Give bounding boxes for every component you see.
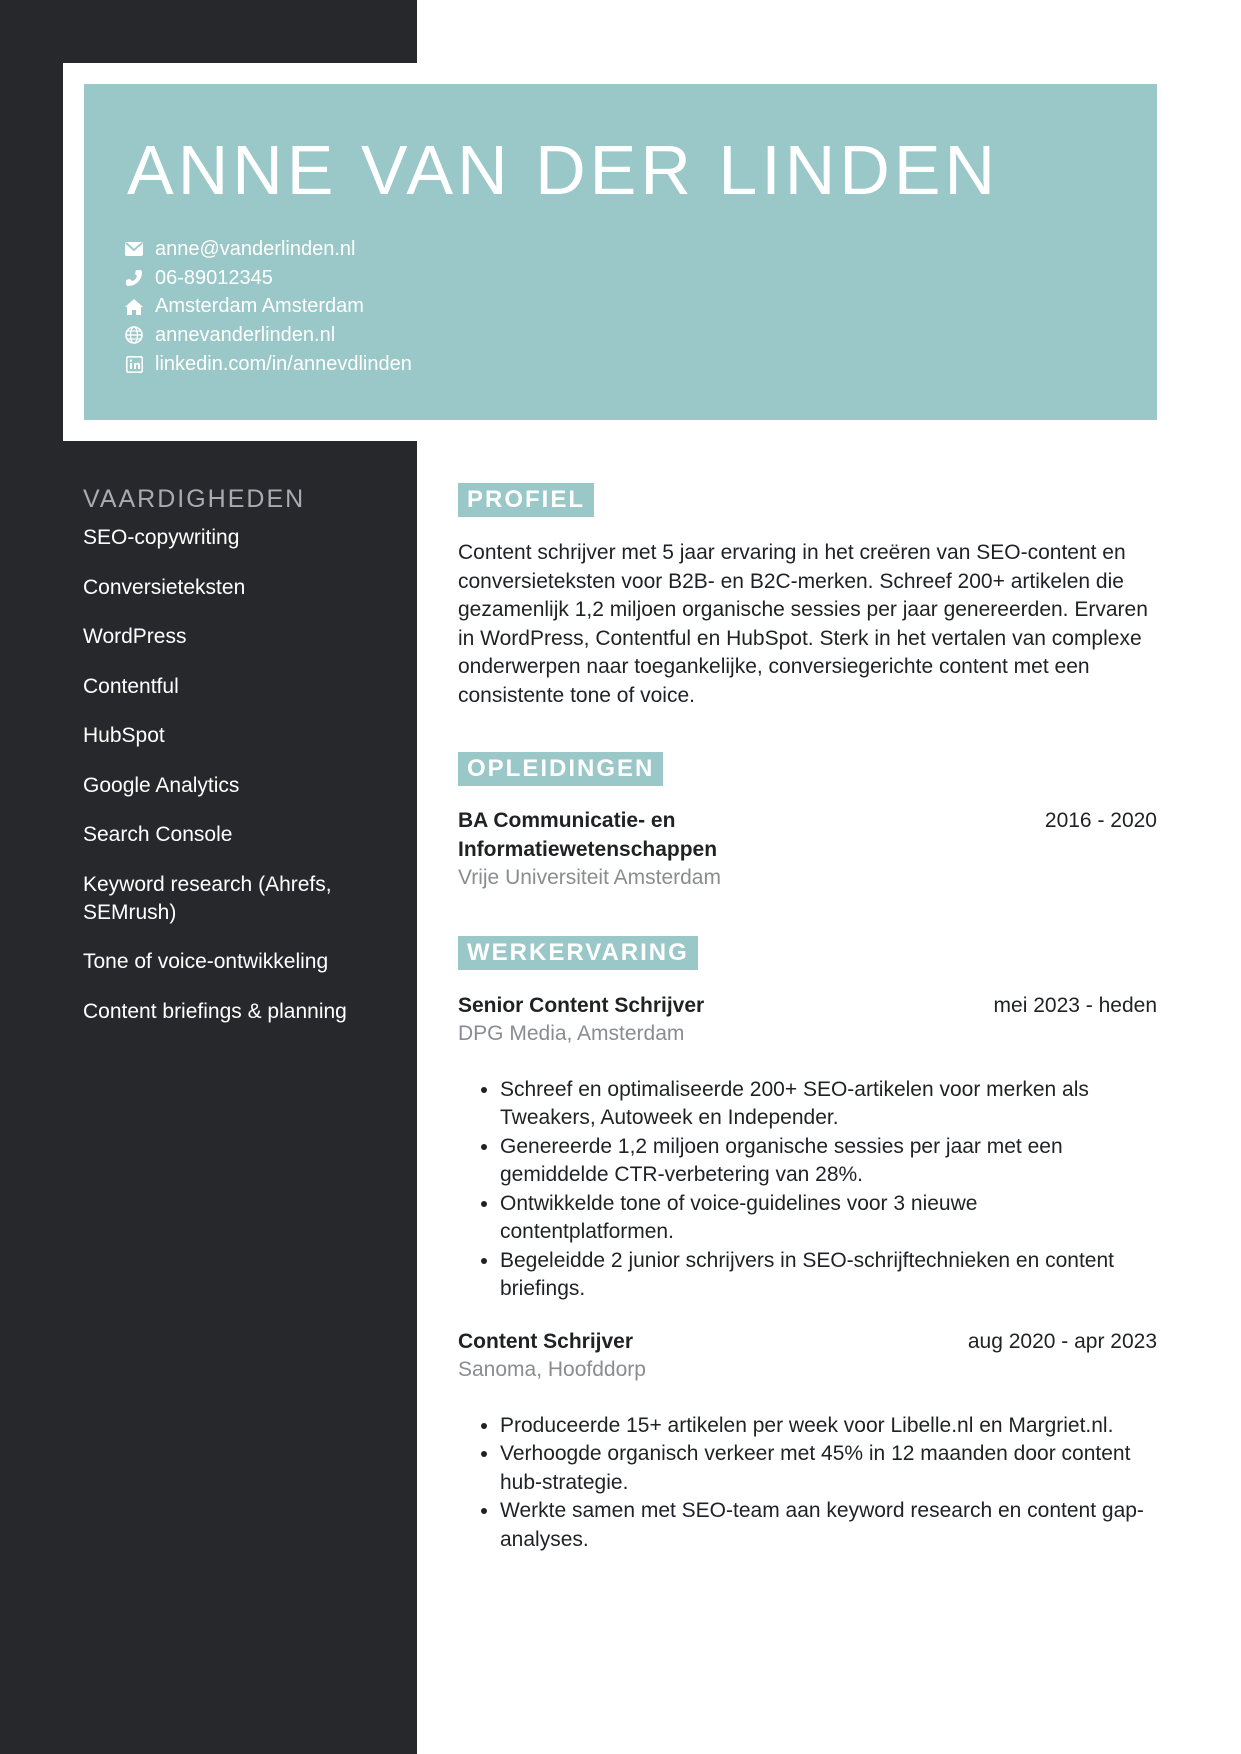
education-entry (458, 807, 1157, 893)
candidate-name: ANNE VAN DER LINDEN (127, 131, 1000, 209)
envelope-icon (124, 239, 144, 259)
education-section (458, 752, 1157, 893)
job-role: Senior Content Schrijver (458, 993, 705, 1017)
job-entry (458, 992, 1157, 1304)
contact-list (124, 235, 412, 378)
job-role: Content Schrijver (458, 1329, 634, 1353)
education-title: OPLEIDINGEN (458, 752, 663, 786)
job-bullet: • Genereerde 1,2 miljoen organische sessies per jaar met een gemiddelde CTR-verbetering van 28%. (500, 1133, 1157, 1190)
contact-text: 06-89012345 (155, 266, 273, 289)
header-banner (84, 84, 1157, 420)
skill-item: HubSpot (83, 724, 165, 747)
job-bullet: • Verhoogde organisch verkeer met 45% in 12 maanden door content hub-strategie. (500, 1440, 1157, 1497)
job-company: Sanoma, Hoofddorp (458, 1358, 646, 1381)
job-bullet: • Begeleidde 2 junior schrijvers in SEO-schrijftechnieken en content briefings. (500, 1247, 1157, 1304)
skill-item: Tone of voice-ontwikkeling (83, 950, 329, 973)
degree-title: BA Communicatie- en Informatiewetenschappen (458, 809, 718, 861)
linkedin-icon (124, 354, 144, 374)
profile-text: Content schrijver met 5 jaar ervaring in het creëren van SEO-content en conversieteksten voor B2B- en B2C-merken. Schreef 200+ artikelen die gezamenlijk 1,2 miljoen organische sessies per jaar genereerden. Ervaren in WordPress, Contentful en HubSpot. Sterk in het vertalen van complexe onderwerpen naar toegankelijke, conversiegerichte content met een consistente tone of voice. (458, 541, 1148, 707)
job-bullet: • Schreef en optimaliseerde 200+ SEO-artikelen voor merken als Tweakers, Autoweek en Independer. (500, 1076, 1157, 1133)
profile-title: PROFIEL (458, 483, 594, 517)
contact-website (124, 321, 412, 350)
experience-title: WERKERVARING (458, 936, 698, 970)
contact-text: Amsterdam Amsterdam (155, 295, 364, 318)
job-period: mei 2023 - heden (993, 993, 1157, 1017)
job-company: DPG Media, Amsterdam (458, 1022, 685, 1045)
job-entry-head (458, 1328, 1157, 1357)
contact-location (124, 292, 412, 321)
school-name: Vrije Universiteit Amsterdam (458, 866, 721, 889)
education-period: 2016 - 2020 (1044, 809, 1157, 832)
skill-item: Content briefings & planning (83, 999, 347, 1023)
contact-text: annevanderlinden.nl (155, 323, 336, 346)
contact-email (124, 235, 412, 264)
contact-text: linkedin.com/in/annevdlinden (155, 352, 412, 375)
job-bullet: • Produceerde 15+ artikelen per week voor Libelle.nl en Margriet.nl. (500, 1412, 1157, 1441)
phone-icon (124, 268, 144, 288)
skills-section (83, 484, 383, 1047)
contact-text: anne@vanderlinden.nl (155, 237, 356, 260)
job-period: aug 2020 - apr 2023 (967, 1329, 1157, 1353)
experience-section (458, 936, 1157, 1555)
home-icon (124, 297, 144, 317)
contact-linkedin (124, 350, 412, 379)
main-content (458, 483, 1157, 1578)
contact-phone (124, 264, 412, 293)
skill-item: Keyword research (Ahrefs, SEMrush) (83, 872, 332, 924)
job-bullet: • Werkte samen met SEO-team aan keyword research en content gap-analyses. (500, 1497, 1157, 1554)
job-bullets (458, 1076, 1157, 1304)
profile-section (458, 483, 1157, 710)
skill-item: Conversieteksten (83, 575, 246, 599)
job-entry-head (458, 992, 1157, 1021)
skill-item: Google Analytics (83, 773, 240, 797)
education-entry-head (458, 807, 1157, 864)
skill-item: SEO-copywriting (83, 526, 240, 549)
job-bullets (458, 1412, 1157, 1555)
skills-list (83, 524, 383, 1026)
job-bullet: • Ontwikkelde tone of voice-guidelines voor 3 nieuwe contentplatformen. (500, 1190, 1157, 1247)
job-entry (458, 1328, 1157, 1555)
skill-item: WordPress (83, 625, 187, 648)
skills-title: VAARDIGHEDEN (83, 485, 306, 513)
skill-item: Contentful (83, 674, 179, 698)
skill-item: Search Console (83, 823, 233, 846)
globe-icon (124, 325, 144, 345)
